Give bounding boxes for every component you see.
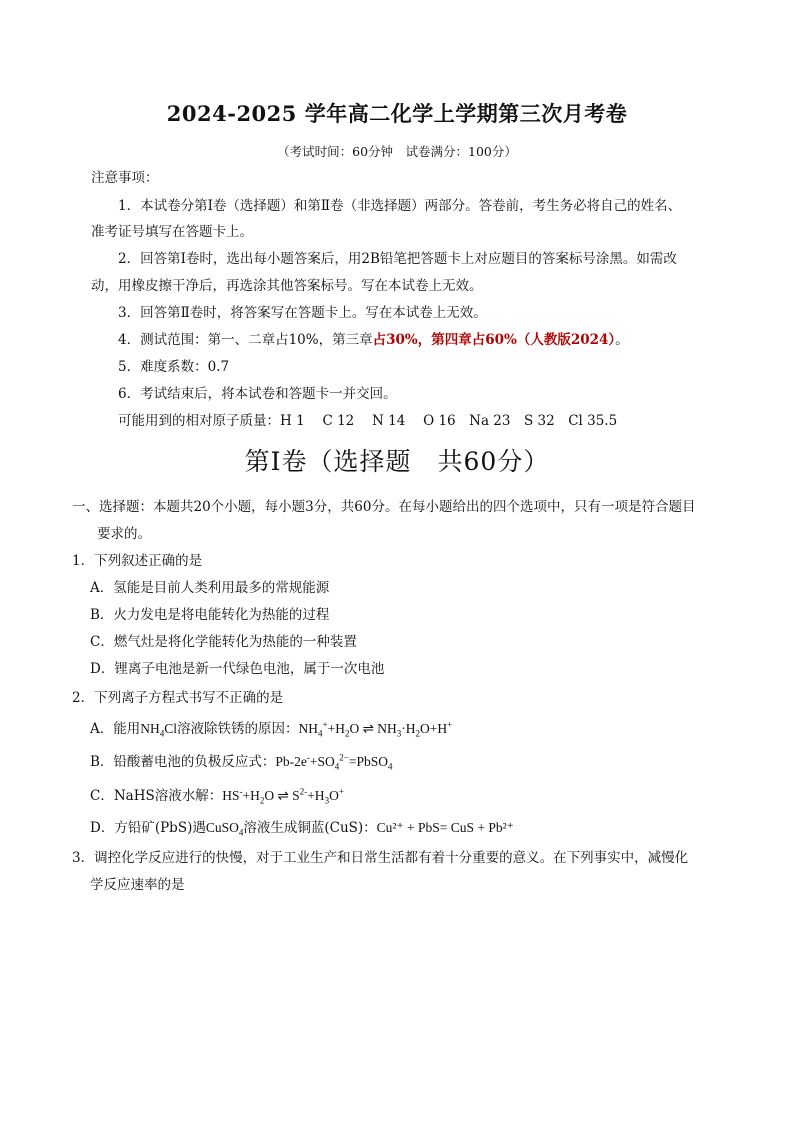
- note-5: 5．难度系数：0.7: [118, 359, 230, 375]
- q1-option-d: D．锂离子电池是新一代绿色电池，属于一次电池: [90, 661, 385, 677]
- q2-option-b: B．铅酸蓄电池的负极反应式：$Pb-2e^-+SO_4^{2-}=PbSO_4$: [90, 752, 393, 772]
- q3-stem-line-1: 3．调控化学反应进行的快慢，对于工业生产和日常生活都有着十分重要的意义。在下列事实中，减慢化: [72, 850, 689, 866]
- q2-option-d: D．方铅矿(PbS)遇CuSO$_4$溶液生成铜蓝(CuS)：Cu²⁺ + PbS= CuS + Pb²⁺: [90, 820, 514, 838]
- instructions-line-2: 要求的。: [97, 526, 151, 542]
- atomic-masses: 可能用到的相对原子质量：H 1 C 12 N 14 O 16 Na 23 S 32 Cl 35.5: [118, 413, 618, 429]
- exam-subtitle: （考试时间：60分钟 试卷满分：100分）: [277, 144, 517, 159]
- note-2a: 2．回答第Ⅰ卷时，选出每小题答案后，用2B铅笔把答题卡上对应题目的答案标号涂黑。如需改: [118, 251, 677, 267]
- note-4-plain: 4．测试范围：第一、二章占10%，第三章: [118, 332, 373, 348]
- q2-option-c: C．NaHS溶液水解：$HS^-+H_2O$ ⇌ $S^{2-}+H_3O^+$: [90, 786, 344, 806]
- q1-stem: 1．下列叙述正确的是: [72, 553, 203, 569]
- note-3: 3．回答第Ⅱ卷时，将答案写在答题卡上。写在本试卷上无效。: [118, 305, 487, 321]
- q1-option-c: C．燃气灶是将化学能转化为热能的一种装置: [90, 634, 357, 650]
- notes-heading: 注意事项：: [91, 170, 159, 186]
- exam-title: 2024-2025 学年高二化学上学期第三次月考卷: [166, 101, 628, 126]
- note-4-end: 。: [615, 332, 629, 348]
- note-4: [118, 330, 629, 350]
- note-1b: 准考证号填写在答题卡上。: [91, 224, 253, 240]
- q2-stem: 2．下列离子方程式书写不正确的是: [72, 690, 284, 706]
- note-6: 6．考试结束后，将本试卷和答题卡一并交回。: [118, 386, 397, 402]
- q3-stem-line-2: 学反应速率的是: [90, 877, 185, 893]
- q1-option-b: B．火力发电是将电能转化为热能的过程: [90, 607, 330, 623]
- note-1a: 1．本试卷分第Ⅰ卷（选择题）和第Ⅱ卷（非选择题）两部分。答卷前，考生务必将自己的姓名、: [118, 198, 682, 214]
- q2-option-a: A．能用$NH_4Cl$溶液除铁锈的原因：$NH_4^++H_2O$ ⇌ $NH_3\cdot H_2O+H^+$: [90, 719, 453, 739]
- note-2b: 动，用橡皮擦干净后，再选涂其他答案标号。写在本试卷上无效。: [91, 278, 483, 294]
- instructions-line-1: 一、选择题：本题共20个小题，每小题3分，共60分。在每小题给出的四个选项中，只有一项是符合题目: [72, 499, 696, 515]
- note-4-highlight: 占30%，第四章占60%（人教版2024）: [372, 332, 616, 348]
- q1-option-a: A．氢能是目前人类利用最多的常规能源: [90, 580, 330, 596]
- section-title: 第Ⅰ卷（选择题 共60分）: [244, 447, 550, 476]
